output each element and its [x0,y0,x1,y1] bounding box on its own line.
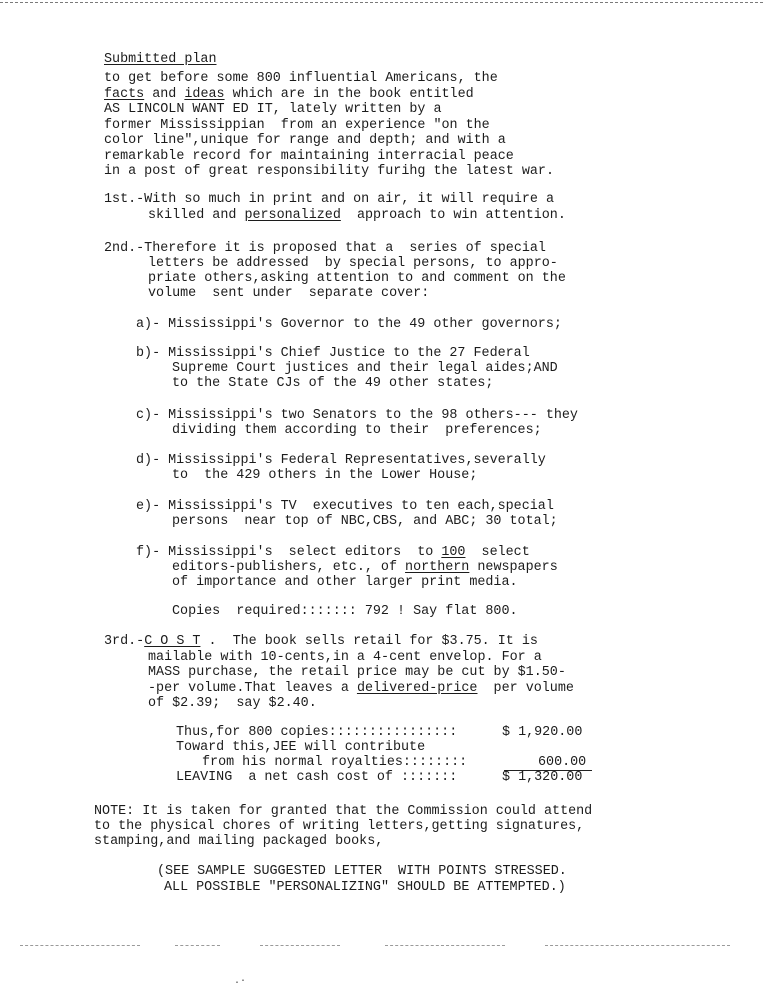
personalized-word: personalized [244,208,341,223]
delivered-price-word: delivered-price [356,681,478,696]
cost-heading: C O S T [144,634,201,649]
calc-row-3-amount: 600.00 [538,755,587,770]
calc-row-3-label: from his normal royalties:::::::: [202,755,468,770]
item-c-line-2: dividing them according to their preferences; [172,423,542,438]
item-f-line-3: of importance and other larger print media. [172,575,518,590]
calc-row-1-label: Thus,for 800 copies:::::::::::::::: [176,725,458,740]
first-line-2-end: approach to win attention. [340,208,566,223]
note-line-2: to the physical chores of writing letters,getting signatures, [94,819,585,834]
calc-row-4-amount: $ 1,320.00 [502,770,583,785]
bottom-mark-3 [260,945,340,946]
third-line-4-start: -per volume.That leaves a [148,681,357,696]
second-line-3: priate others,asking attention to and comment on the [148,271,566,286]
intro-line-5: color line",unique for range and depth; and with a [104,133,506,148]
intro-line-2-end: which are in the book entitled [224,87,474,102]
ideas-word: ideas [184,87,225,102]
item-b-line-2: Supreme Court justices and their legal aides;AND [172,361,558,376]
calc-row-4-label: LEAVING a net cash cost of ::::::: [176,770,458,785]
item-f-line-2-end: newspapers [469,560,558,575]
bottom-mark-5 [545,945,730,946]
item-b-line-3: to the State CJs of the 49 other states; [172,376,494,391]
item-f-line-1 [136,545,530,561]
item-e-line-1: e)- Mississippi's TV executives to ten each,special [136,499,554,514]
third-line-3: MASS purchase, the retail price may be cut by $1.50- [148,665,566,680]
first-line-1: 1st.-With so much in print and on air, it will require a [104,192,554,207]
intro-line-3: AS LINCOLN WANT ED IT, lately written by a [104,102,442,117]
item-f-line-1-start: f)- Mississippi's select editors to [136,545,442,560]
item-d-line-1: d)- Mississippi's Federal Representatives,severally [136,453,546,468]
third-line-1 [104,634,538,650]
third-line-5: of $2.39; say $2.40. [148,696,317,711]
copies-required: Copies required::::::: 792 ! Say flat 800. [172,604,518,619]
third-prefix: 3rd.- [104,634,145,649]
hundred-word: 100 [441,545,466,560]
intro-line-2-mid: and [144,87,185,102]
item-c-line-1: c)- Mississippi's two Senators to the 98 others--- they [136,408,578,423]
third-line-4 [148,681,574,697]
calc-row-2-label: Toward this,JEE will contribute [176,740,426,755]
item-f-line-2 [172,560,558,576]
second-line-4: volume sent under separate cover: [148,286,430,301]
second-line-2: letters be addressed by special persons, to appro- [148,256,558,271]
doc-title: Submitted plan [104,52,217,67]
third-line-4-end: per volume [477,681,574,696]
item-f-line-2-start: editors-publishers, etc., of [172,560,406,575]
note-line-3: stamping,and mailing packaged books, [94,834,384,849]
calc-row-1-amount: $ 1,920.00 [502,725,583,740]
facts-word: facts [104,87,145,102]
item-e-line-2: persons near top of NBC,CBS, and ABC; 30 total; [172,514,558,529]
item-a: a)- Mississippi's Governor to the 49 other governors; [136,317,562,332]
third-line-2: mailable with 10-cents,in a 4-cent envelop. For a [148,650,542,665]
item-d-line-2: to the 429 others in the Lower House; [172,468,478,483]
intro-line-7: in a post of great responsibility furihg the latest war. [104,164,554,179]
closing-line-1: (SEE SAMPLE SUGGESTED LETTER WITH POINTS STRESSED. [157,864,567,879]
third-line-1-end: . The book sells retail for $3.75. It is [200,634,538,649]
bottom-speck: .· [234,976,247,987]
intro-line-1: to get before some 800 influential Americans, the [104,71,498,86]
top-edge-rule [0,2,763,3]
item-b-line-1: b)- Mississippi's Chief Justice to the 27 Federal [136,346,530,361]
intro-line-2 [104,87,474,103]
first-line-2-start: skilled and [148,208,245,223]
bottom-mark-1 [20,945,140,946]
first-line-2 [148,208,566,224]
bottom-mark-4 [385,945,505,946]
note-line-1: NOTE: It is taken for granted that the Commission could attend [94,804,593,819]
bottom-mark-2 [175,945,220,946]
northern-word: northern [405,560,470,575]
intro-line-6: remarkable record for maintaining interracial peace [104,149,514,164]
intro-line-4: former Mississippian from an experience "on the [104,118,490,133]
item-f-line-1-end: select [465,545,530,560]
closing-line-2: ALL POSSIBLE "PERSONALIZING" SHOULD BE ATTEMPTED.) [164,880,566,895]
second-line-1: 2nd.-Therefore it is proposed that a series of special [104,241,546,256]
